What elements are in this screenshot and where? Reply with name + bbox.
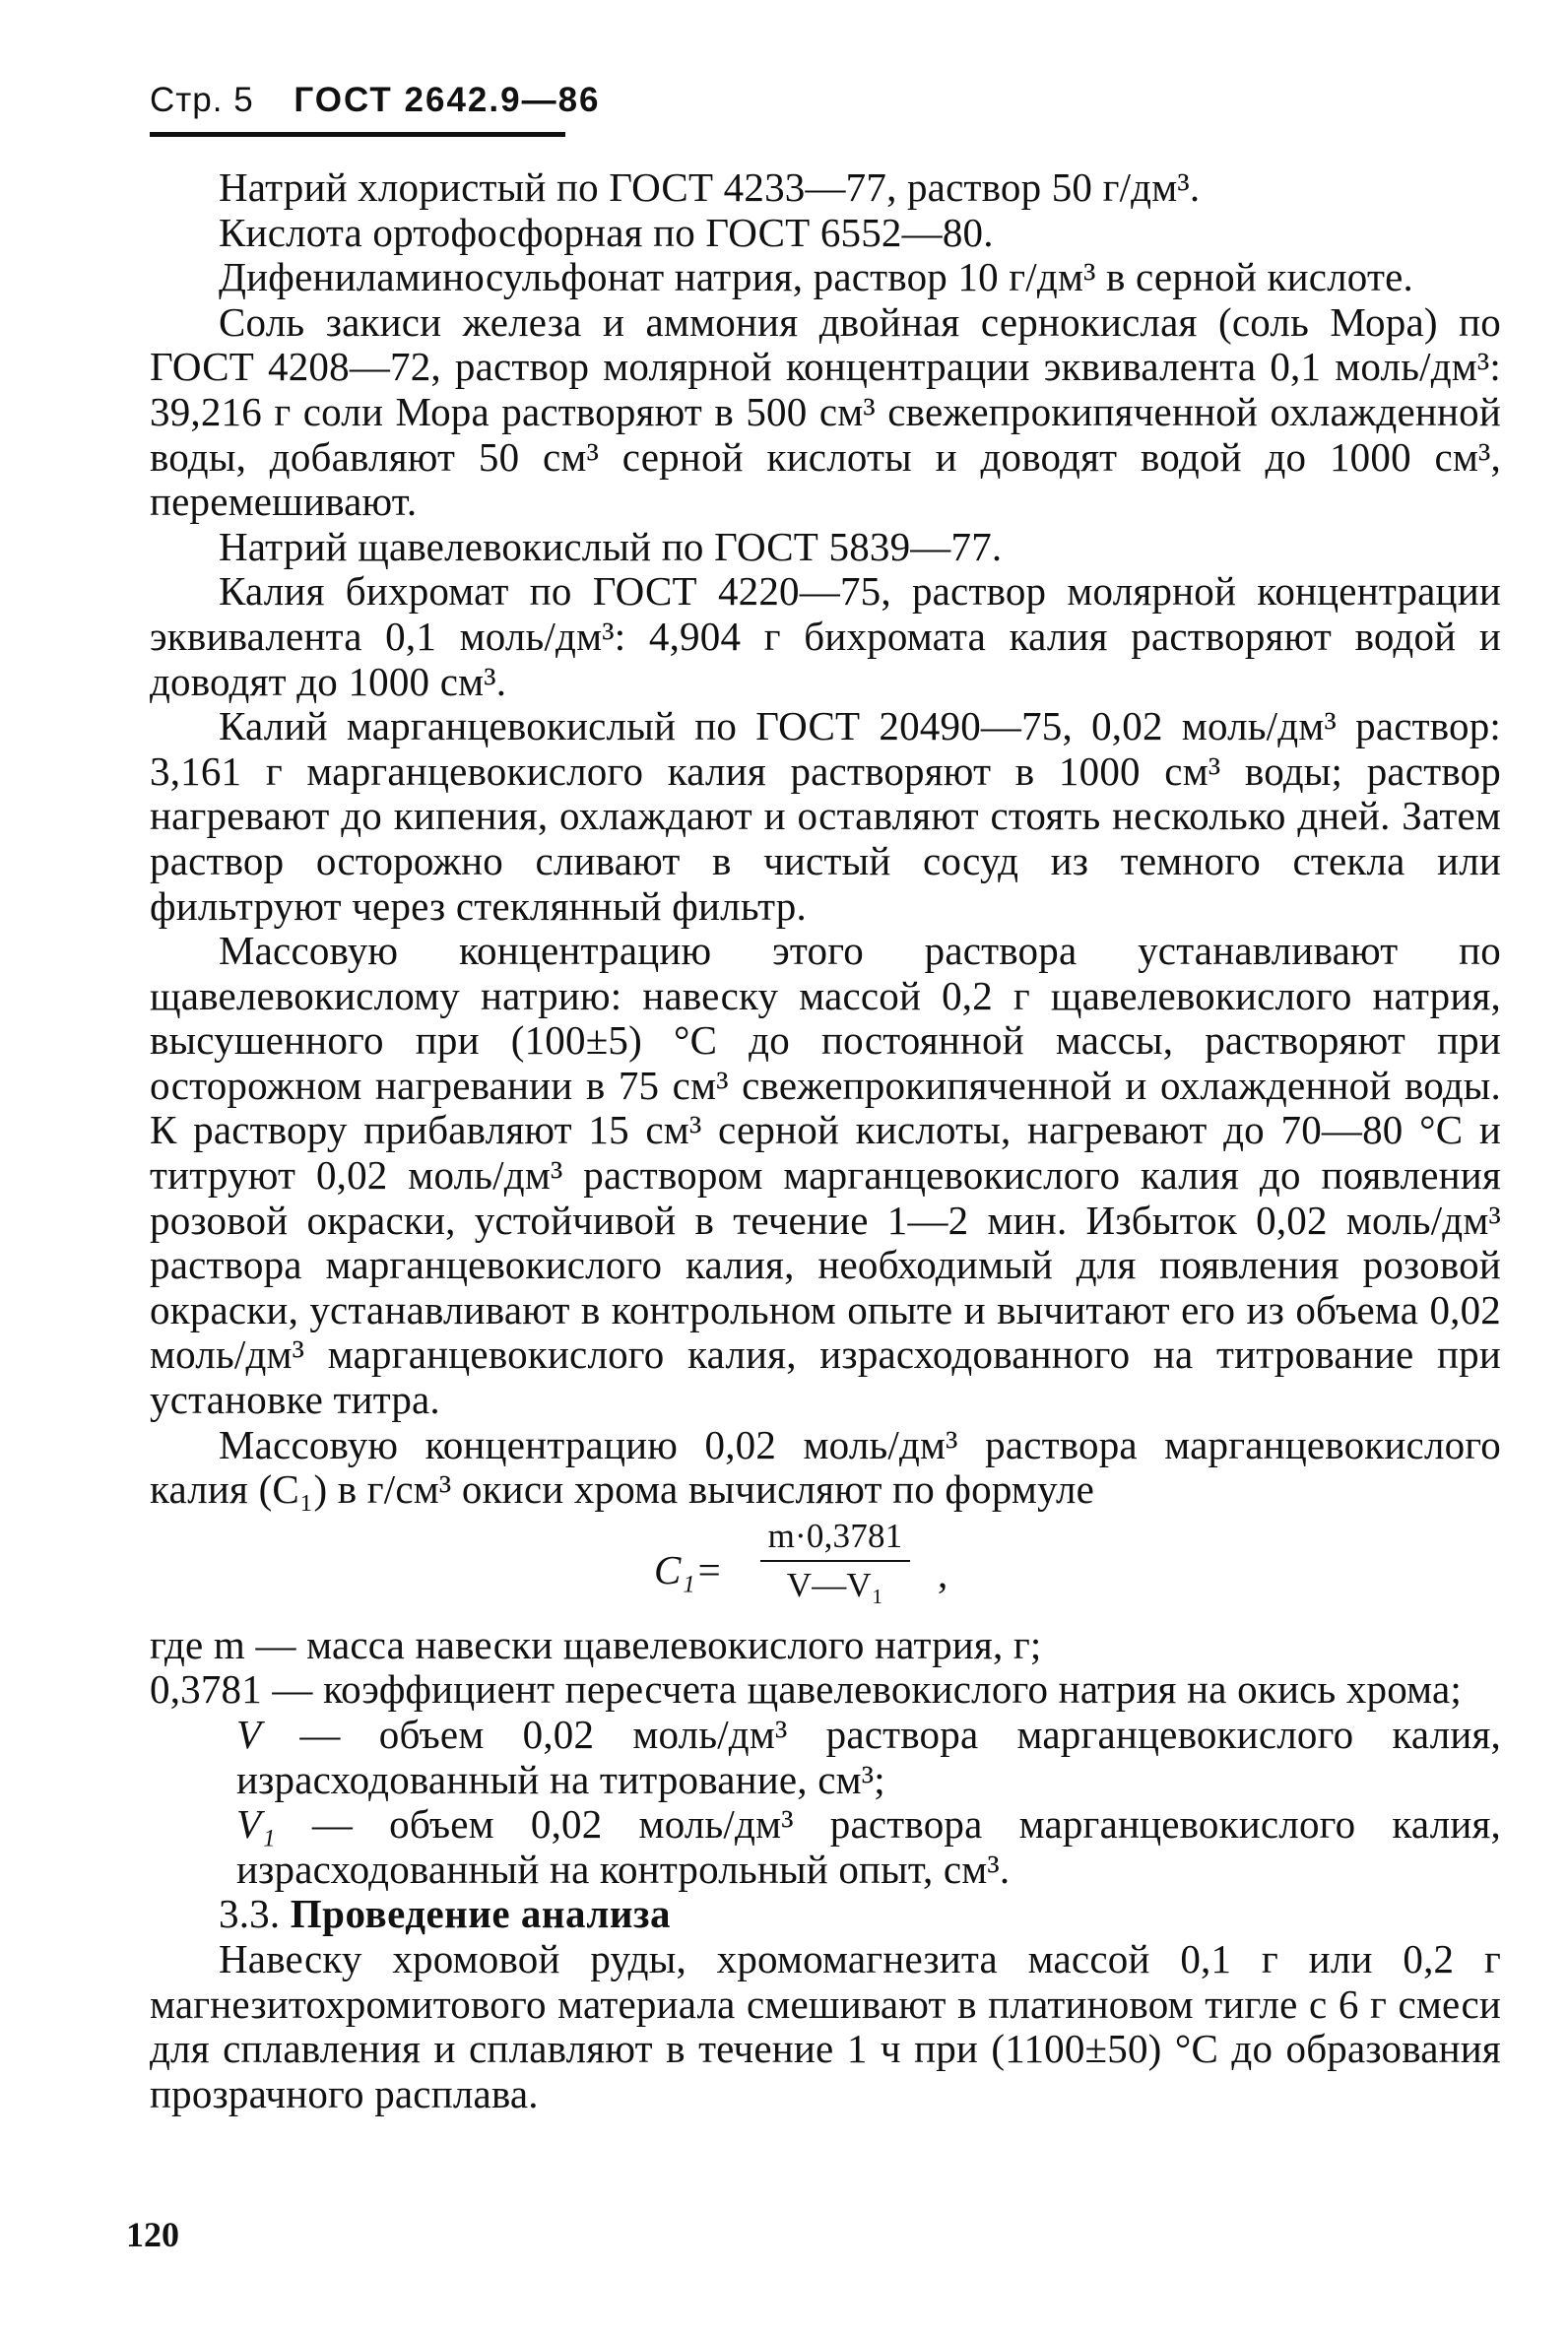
running-header [150, 81, 601, 120]
formula-trail: , [938, 1550, 948, 1596]
definition-term: V [236, 1712, 262, 1757]
paragraph: Кислота ортофосфорная по ГОСТ 6552—80. [219, 209, 994, 255]
paragraph: Массовую концентрацию этого раствора устанавливают по щавелевокислому натрию: навеску массой 0,2 г щавелевокислого натрия, высушенного при (100±5) °С до постоянной массы, растворяют при осторожном нагревании в 75 см³ свежепрокипяченной и охлажденной воды. К раствору прибавляют 15 см³ серной кислоты, нагревают до 70—80 °С и титруют 0,02 моль/дм³ раствором марганцевокислого калия до появления розовой окраски, устойчивой в течение 1—2 мин. Избыток 0,02 моль/дм³ раствора марганцевокислого калия, необходимый для появления розовой окраски, устанавливают в контрольном опыте и вычитают его из объема 0,02 моль/дм³ марганцевокислого калия, израсходованного на титрование при установке титра. [150, 928, 1501, 1423]
paragraph: Натрий щавелевокислый по ГОСТ 5839—77. [219, 523, 1003, 569]
page-number: 120 [126, 2215, 179, 2254]
definition-text: объем 0,02 моль/дм³ раствора марганцевокислого калия, израсходованный на контрольный опыт, см³. [236, 1801, 1502, 1892]
formula-fraction [760, 1515, 910, 1607]
definition-dash: — [311, 1801, 354, 1848]
page-label: Стр. 5 [150, 81, 254, 119]
section-heading [150, 1892, 1501, 1937]
section-paragraph: Навеску хромовой руды, хромомагнезита массой 0,1 г или 0,2 г магнезитохромитового материала смешивают в платиновом тигле с 6 г смеси для сплавления и сплавляют в течение 1 ч при (1100±50) °С до образования прозрачного расплава. [150, 1935, 1501, 2116]
definition-term: 0,3781 [150, 1666, 262, 1713]
formula-lhs: C₁= [654, 1546, 723, 1592]
section-title: Проведение анализа [290, 1891, 671, 1937]
formula-numerator: m·0,3781 [760, 1515, 910, 1562]
body-text [150, 165, 1501, 2116]
definition-term: где m [150, 1621, 245, 1667]
definition-dash: — [272, 1666, 313, 1713]
paragraph: Соль закиси железа и аммония двойная сернокислая (соль Мора) по ГОСТ 4208—72, раствор молярной концентрации эквивалента 0,1 моль/дм³: 39,216 г соли Мора растворяют в 500 см³ свежепрокипяченной охлажденной воды, добавляют 50 см³ серной кислоты и доводят водой до 1000 см³, перемешивают. [150, 298, 1501, 525]
definition-item [150, 1802, 1501, 1892]
definition-dash: — [299, 1712, 341, 1757]
definition-text: коэффициент пересчета щавелевокислого натрия на окись хрома; [323, 1666, 1462, 1713]
paragraph: Дифениламиносульфонат натрия, раствор 10 г/дм³ в серной кислоте. [219, 254, 1413, 300]
paragraph: Калий марганцевокислый по ГОСТ 20490—75, 0,02 моль/дм³ раствор: 3,161 г марганцевокислого калия растворяют в 1000 см³ воды; раствор нагревают до кипения, охлаждают и оставляют стоять несколько дней. Затем раствор осторожно сливают в чистый сосуд из темного стекла или фильтруют через стеклянный фильтр. [150, 703, 1501, 929]
definition-item [150, 1713, 1501, 1802]
definition-term: V₁ [236, 1801, 276, 1848]
definition-dash: — [255, 1621, 296, 1667]
paragraph: Калия бихромат по ГОСТ 4220—75, раствор молярной концентрации эквивалента 0,1 моль/дм³: 4,904 г бихромата калия растворяют водой и доводят до 1000 см³. [150, 568, 1501, 704]
formula-denominator: V—V₁ [786, 1565, 884, 1604]
formula [150, 1513, 1501, 1623]
definition-text: масса навески щавелевокислого натрия, г; [306, 1621, 1042, 1667]
definition-text: объем 0,02 моль/дм³ раствора марганцевокислого калия, израсходованный на титрование, см³; [236, 1712, 1501, 1802]
header-rule [150, 132, 565, 137]
section-number: 3.3. [219, 1891, 281, 1937]
paragraph: Массовую концентрацию 0,02 моль/дм³ раствора марганцевокислого калия (C₁) в г/см³ окиси хрома вычисляют по формуле [150, 1421, 1501, 1513]
definition-item [150, 1667, 1501, 1713]
paragraph: Натрий хлористый по ГОСТ 4233—77, раствор 50 г/дм³. [219, 164, 1201, 210]
variable-definitions [150, 1623, 1501, 1893]
definition-item [150, 1623, 1501, 1668]
gost-designation: ГОСТ 2642.9—86 [294, 81, 601, 119]
